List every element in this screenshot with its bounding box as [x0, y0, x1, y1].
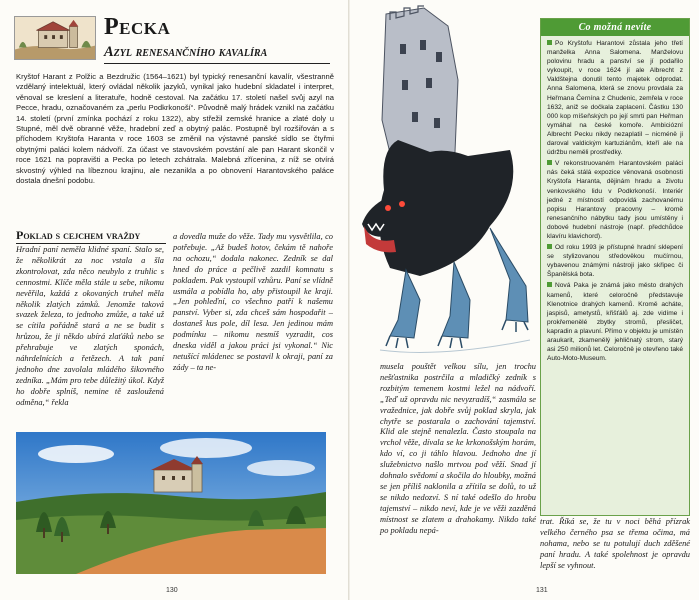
info-box: [540, 18, 690, 516]
left-page: [0, 0, 349, 600]
section-title: Poklad s cejchem vraždy: [16, 228, 166, 244]
info-box-title: Co možná nevíte: [541, 19, 689, 36]
page-number-right: 131: [536, 587, 548, 594]
info-paragraph: Po Kryštofu Harantovi zůstala jeho třetí manželka Anna Salomena. Manželovu polovinu hradu a panství se jí podařilo vykoupit, v roce 1624 jí ale Albrecht z Valdštejna donutil tento majetek odprodat. Anna Salomena, která se znovu provdala za Heřmana Černína z Chudenic, zemřela v roce 1632, aniž se dočkala zaplacení. Částku 130 000 kop míšeňských po její smrti pan Heřman vymáhal na české komoře. Ambiciózní Albrecht Pecku nikdy nezaplatil – nicméně ji daroval valdickým kartuziánům, kteří ale na údržbu neměli prostředky.: [547, 40, 683, 157]
info-paragraph: Nová Paka je známá jako město drahých kamenů, které celoročně představuje Klenotnice drahých kamenů. Kromě acháte, jaspisů, ametystů, křišťálů aj. zde vidíme i prokřemenělé zbytky stromů, přesličet, kapradin a plavuní. Přímo v objektu je umístěn araukarit, zkamenělý jehličnatý strom, starý asi 250 milionů let. Celoročně je otevřeno také Auto-Moto-Museum.: [547, 282, 683, 363]
green-square-bullet-icon: [547, 160, 552, 165]
castle-landscape-photo: [16, 432, 326, 574]
story-column-b: a dovedla muže do věže. Tady mu vysvětlila, co potřebuje. „Až budeš hotov, čekám tě nahoře na ochozu,“ dodala nakonec. Zedník se dal hned do práce a pečlivě zazdil komnatu s pokladem. Pak vystoupil vzhůru. Paní se vlídně usmála a pobídla ho, aby přistoupil ke kraji. „Jen pohleďní, co všechno patří k našemu panství. Vyber si, zda chceš sám hospodařit – dostaneš kus pole, díl lesa. Jen jedinou mám podmínku – nikomu nesmíš vyzradit, cos dneska viděl a jakou práci jsi vykonal.“ Nic netušící mládenec se postavil k okraji, paní za zády – ta ne-: [173, 232, 333, 372]
info-paragraph: V rekonstruovaném Harantovském paláci nás čeká stálá expozice věnovaná osobnosti Kryštofa Haranta, dějinám hradu a životu venkovského lidu v Podkrkonoší. Interiér jedné z místností odpovídá zachovanému popisu Harantovy pracovny – kromě renesančního nábytku tady jsou umístěny i dobové hudební nástroje (např. předchůdce klavíru klavichord).: [547, 160, 683, 240]
green-square-bullet-icon: [547, 244, 552, 249]
green-square-bullet-icon: [547, 40, 552, 45]
castle-thumbnail-image: [14, 16, 96, 60]
page-title: Pecka: [104, 14, 171, 40]
story-column-a: Hradní paní nemělа klidné spaní. Stalo se, že několikrát za noc vstala a šla zkontrolovat, zda něco neubylo z truhlic s cennostmi. Klíče měla stále u sebe, nikomu nevěřila, každá z okovaných truhel měla několik zlatých zámků. Jenomže taková svazek železa, to jednoho zmůže, a také už se cítila pořádně stará a ne se budit s hrůzou, že ji někdo ubírá zlaťáků nebo se přehrabuje ve zlatých sponách, náhrdelnících a řetězech. A tak paní jednoho dne zavolala mládého šikovného zedníka. „Mám pro tebe důležitý úkol. Když ho dobře splníš, nemine tě zasloužená odměna,“ řekla: [16, 245, 164, 407]
right-page: [350, 0, 699, 600]
green-square-bullet-icon: [547, 282, 552, 287]
story-column-d: trat. Říká se, že tu v noci běhá přízrak velkého černého psa se třema očima, má nohama, nebo se tu potulují duch zděšené paní hradu. A také spolehnost je opravdu lepší se vyhnout.: [540, 517, 690, 570]
info-paragraph: Od roku 1993 je přístupné hradní sklepení se stylizovanou středověkou mučírnou, vybavenou známými nástroji jako skřipec či Španělská bota.: [547, 244, 683, 279]
ghost-dog-castle-illustration: [350, 0, 540, 362]
page-subtitle: Azyl renesančního kavalíra: [104, 44, 330, 64]
page-number-left: 130: [166, 587, 178, 594]
intro-paragraph: Kryštof Harant z Polžic a Bezdružic (1564–1621) byl typický renesanční kavalír, všestranně vzdělaný intelektuál, který ovládal několik jazyků, vynikal jako hudební skladatel i interpret, věnoval se kreslení a literatuře, hodně cestoval. Na začátku 17. století našel svůj azyl na Pecce, hradu, označovaném za „perlu Podkrkonoší“. Původně malý hrádek vznikl na začátku 14. století (první zmínka pochází z roku 1322), aby střežil zemské hranice a zlaté doly u Stupné, měl dvě obranné věže, hradební zeď a obytný palác. Postupně byl rozšiřován a s příchodem Kryštofa Haranta v roce 1603 se změnil na výstavné panské sídlo se čtyřmi obytnými paláci kolem nádvoří. Za účast ve stavovském povstání ale pan Harant skončil v roce 1621 na popravišti a Pecka po letech zchátrala. Malebná zřícenina, z níž se otvírá skvostný výhled na líbeznou krajinu, ale nezanikla a po obnovení Harantovského paláce dostala dnešní podobu.: [16, 72, 334, 186]
info-box-body: [541, 36, 689, 363]
story-column-c: musela pouštět velkou sílu, jen trochu nešťastnika postrčila a mladičký zedník s rozbitým temenem kostmi ležel na nádvoří. „Teď už opravdu nic nevyzradíš,“ zasmála se vražednice, jak dobře svůj poklad skryla, jak chytře se postarala o zachování tajemství. Klid ale stejně nenalezla. Často stoupala na vrchol věže, dívala se ke krkonošským horám, kdo ví, co ji táhlo hlavou. Jednoho dne jí služebnictvo našlo mrtvou pod věží. Snad jí dohnalo svědomí a skočila do hloubky, možná se jen příliš naklonila a zřítila se dolů, to už se nikdo nedozví. S ní také odešlo do hrobu tajemství – nikdo neví, kde je ve věži zazděná místnost se zlatem a drahokamy. Nikdo také po pokladu nepá-: [380, 362, 536, 535]
